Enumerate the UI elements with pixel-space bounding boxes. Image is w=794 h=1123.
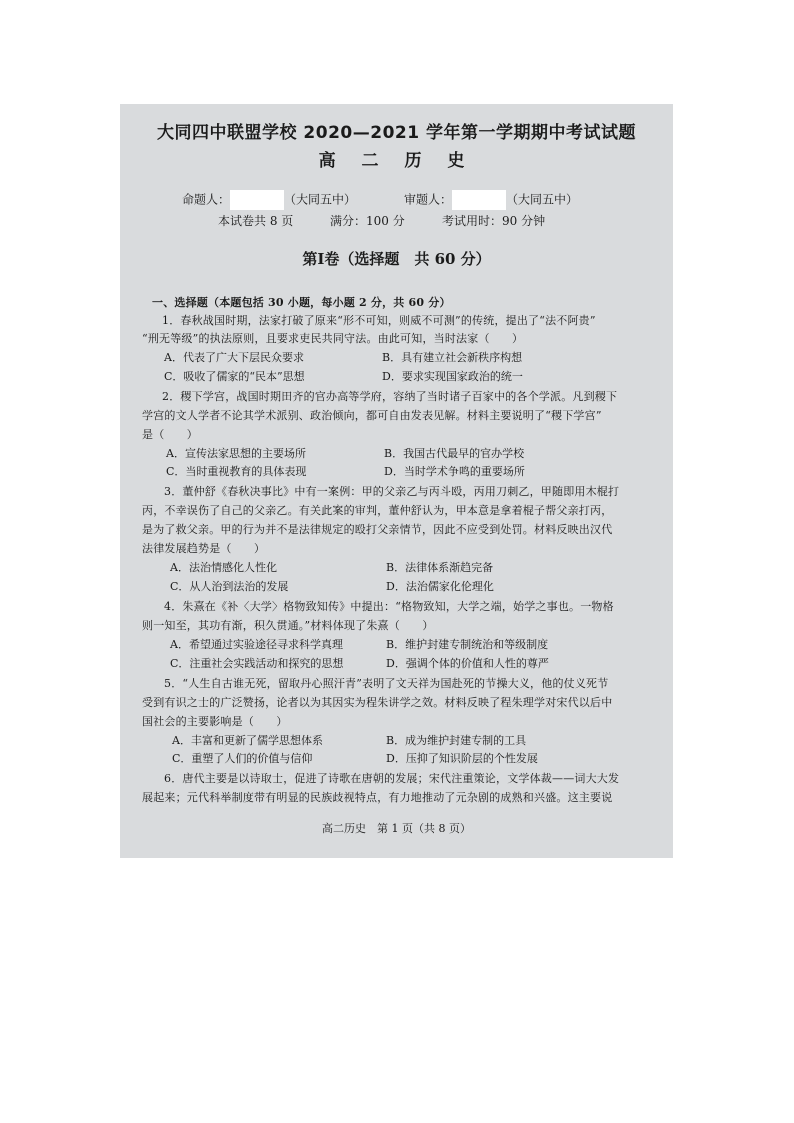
proposer-label: 命题人： [182, 192, 231, 207]
question-line: “刑无等级”的执法原则，且要求吏民共同守法。由此可知，当时法家（ ） [142, 332, 524, 345]
question-line: 受到有识之士的广泛赞扬，论者以为其因实为程朱讲学之效。材料反映了程朱理学对宋代以后中 [142, 696, 613, 709]
option-d: D．要求实现国家政治的统一 [382, 370, 523, 383]
option-d: D．压抑了知识阶层的个性发展 [386, 752, 538, 765]
option-b: B．法律体系渐趋完备 [386, 561, 494, 574]
exam-page [120, 104, 673, 858]
pages-info: 本试卷共 8 页 [218, 214, 294, 228]
section-title: 第Ⅰ卷（选择题 共 60 分） [302, 250, 491, 268]
reviewer-line [404, 190, 578, 210]
proposer-line [182, 190, 356, 210]
question-line: 5．“人生自古谁无死，留取丹心照汗青”表明了文天祥为国赴死的节操大义，他的仗义死节 [164, 677, 609, 690]
question-line: 是（ ） [142, 428, 198, 441]
option-d: D．当时学术争鸣的重要场所 [384, 465, 525, 478]
option-d: D．法治儒家化伦理化 [386, 580, 494, 593]
exam-title: 大同四中联盟学校 2020—2021 学年第一学期期中考试试题 [157, 123, 636, 143]
option-a: A．希望通过实验途径寻求科学真理 [170, 638, 343, 651]
question-line: 4．朱熹在《补〈大学〉格物致知传》中提出：“格物致知，大学之端，始学之事也。一物格 [164, 600, 614, 613]
redaction-box [452, 190, 506, 210]
option-c: C．当时重视教育的具体表现 [166, 465, 307, 478]
question-line: 6．唐代主要是以诗取士，促进了诗歌在唐朝的发展；宋代注重策论，文学体裁——词大大发 [164, 772, 620, 785]
option-b: B．具有建立社会新秩序构想 [382, 351, 523, 364]
option-c: C．重塑了人们的价值与信仰 [172, 752, 313, 765]
question-line: 3．董仲舒《春秋决事比》中有一案例：甲的父亲乙与丙斗殴，丙用刀刺乙，甲随即用木棍打 [164, 485, 620, 498]
part-heading: 一、选择题（本题包括 30 小题，每小题 2 分，共 60 分） [152, 296, 451, 309]
option-c: C．吸收了儒家的“民本”思想 [164, 370, 305, 383]
score-info: 满分：100 分 [330, 214, 405, 228]
question-line: 则一知至，其功有渐，积久贯通。”材料体现了朱熹（ ） [142, 619, 434, 632]
option-b: B．成为维护封建专制的工具 [386, 734, 527, 747]
page-footer: 高二历史 第 1 页（共 8 页） [322, 822, 471, 835]
time-info: 考试用时：90 分钟 [442, 214, 546, 228]
option-c: C．从人治到法治的发展 [170, 580, 289, 593]
question-line: 展起来；元代科举制度带有明显的民族歧视特点，有力地推动了元杂剧的成熟和兴盛。这主要说 [142, 791, 613, 804]
option-a: A．宣传法家思想的主要场所 [166, 447, 306, 460]
reviewer-school: （大同五中） [506, 192, 579, 207]
option-a: A．法治情感化人性化 [170, 561, 277, 574]
question-line: 学宫的文人学者不论其学术派别、政治倾向，都可自由发表见解。材料主要说明了“稷下学宫” [142, 409, 602, 422]
question-line: 国社会的主要影响是（ ） [142, 715, 288, 728]
option-b: B．我国古代最早的官办学校 [384, 447, 525, 460]
reviewer-label: 审题人： [404, 192, 453, 207]
question-line: 丙，不幸误伤了自己的父亲乙。有关此案的审判，董仲舒认为，甲本意是拿着棍子帮父亲打丙， [142, 504, 613, 517]
option-a: A．代表了广大下层民众要求 [164, 351, 304, 364]
subject-title: 高 二 历 史 [318, 151, 475, 171]
option-a: A．丰富和更新了儒学思想体系 [172, 734, 323, 747]
option-d: D．强调个体的价值和人性的尊严 [386, 657, 549, 670]
question-line: 1．春秋战国时期，法家打破了原来“形不可知，则威不可测”的传统，提出了“法不阿贵” [162, 314, 596, 327]
question-line: 是为了救父亲。甲的行为并不是法律规定的殴打父亲情节，因此不应受到处罚。材料反映出汉代 [142, 523, 613, 536]
proposer-school: （大同五中） [284, 192, 357, 207]
option-b: B．维护封建专制统治和等级制度 [386, 638, 549, 651]
question-line: 法律发展趋势是（ ） [142, 542, 266, 555]
redaction-box [230, 190, 284, 210]
question-line: 2．稷下学宫，战国时期田齐的官办高等学府，容纳了当时诸子百家中的各个学派。凡到稷下 [162, 390, 618, 403]
option-c: C．注重社会实践活动和探究的思想 [170, 657, 344, 670]
